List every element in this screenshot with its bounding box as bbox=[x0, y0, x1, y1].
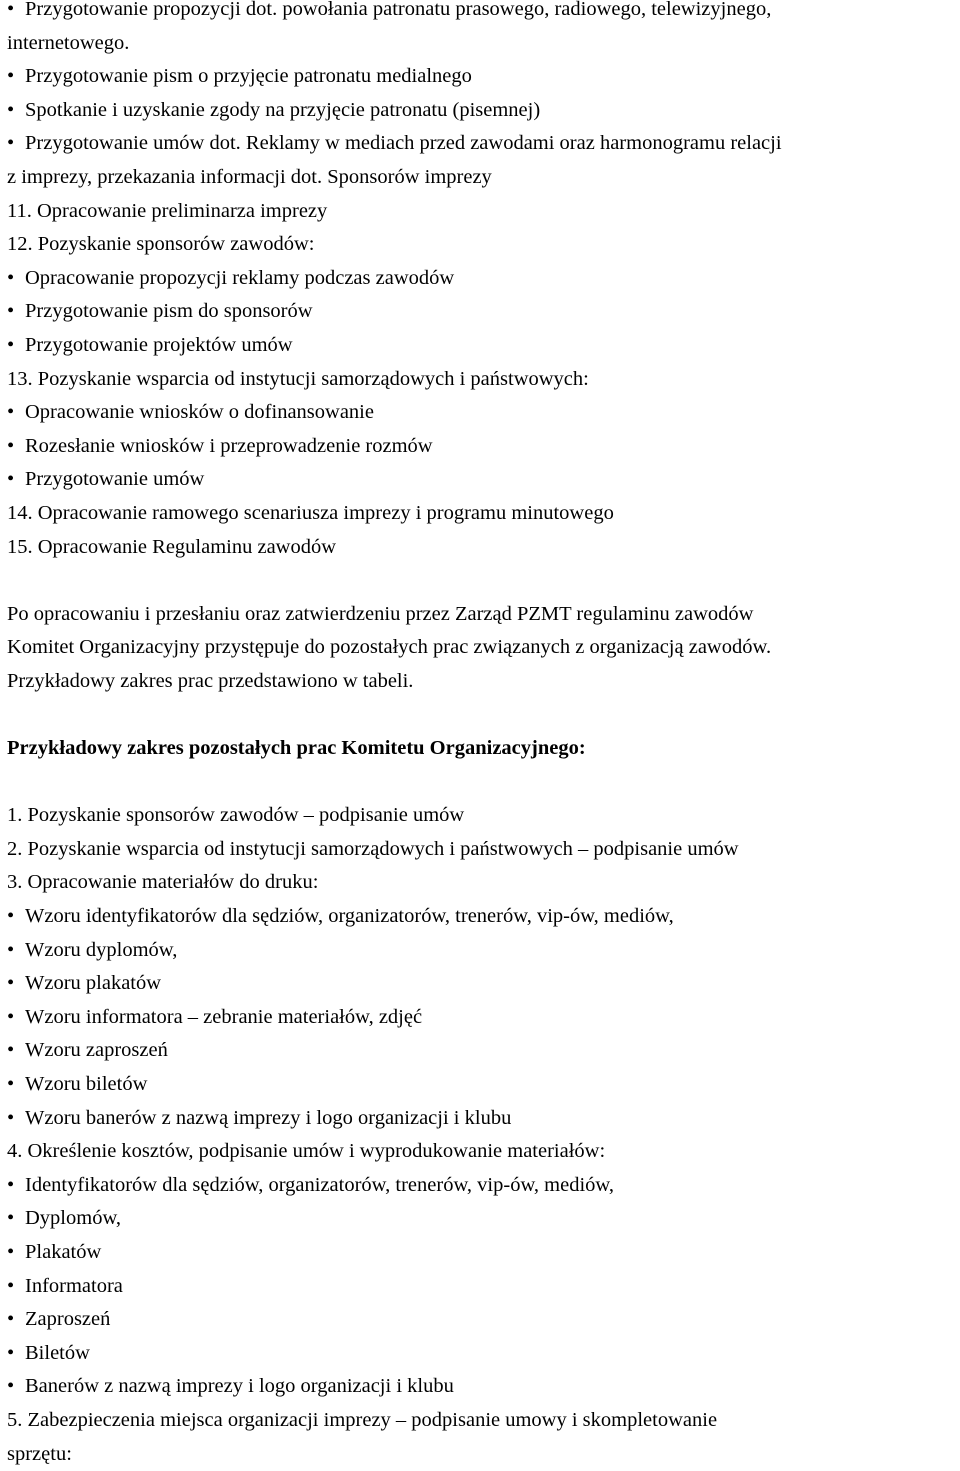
line-text: Przygotowanie pism do sponsorów bbox=[25, 300, 313, 323]
bullet-icon: • bbox=[7, 938, 15, 961]
line-text: Wzoru dyplomów, bbox=[25, 938, 178, 961]
bullet-icon: • bbox=[7, 1240, 15, 1263]
bullet-item bbox=[7, 127, 960, 161]
bullet-item bbox=[7, 0, 960, 27]
line-text: Plakatów bbox=[25, 1240, 102, 1263]
line-text: Wzoru plakatów bbox=[25, 972, 162, 995]
paragraph-line: Komitet Organizacyjny przystępuje do pozostałych prac związanych z organizacją zawodów. bbox=[7, 636, 772, 659]
text-line bbox=[7, 531, 960, 565]
line-text: 2. Pozyskanie wsparcia od instytucji samorządowych i państwowych – podpisanie umów bbox=[7, 837, 739, 860]
line-text: Zaproszeń bbox=[25, 1308, 111, 1331]
bullet-icon: • bbox=[7, 1341, 15, 1364]
bullet-icon: • bbox=[7, 1173, 15, 1196]
bullet-icon: • bbox=[7, 1039, 15, 1062]
line-text: Wzoru zaproszeń bbox=[25, 1039, 168, 1062]
line-text: 5. Zabezpieczenia miejsca organizacji imprezy – podpisanie umowy i skompletowanie bbox=[7, 1408, 718, 1431]
bullet-icon: • bbox=[7, 333, 15, 356]
bullet-item bbox=[7, 396, 960, 430]
line-text: Wzoru banerów z nazwą imprezy i logo organizacji i klubu bbox=[25, 1106, 512, 1129]
text-line bbox=[7, 228, 960, 262]
bullet-icon: • bbox=[7, 65, 15, 88]
line-text: Przygotowanie propozycji dot. powołania patronatu prasowego, radiowego, telewizyjnego, bbox=[25, 0, 772, 20]
bullet-icon: • bbox=[7, 1073, 15, 1095]
line-text: Informatora bbox=[25, 1274, 123, 1297]
line-text: sprzętu: bbox=[7, 1442, 72, 1465]
line-text: 11. Opracowanie preliminarza imprezy bbox=[7, 199, 328, 222]
text-line bbox=[7, 799, 960, 833]
bullet-icon: • bbox=[7, 1308, 15, 1331]
bullet-item bbox=[7, 1102, 960, 1136]
text-line bbox=[7, 161, 960, 195]
line-text: 13. Pozyskanie wsparcia od instytucji samorządowych i państwowych: bbox=[7, 367, 589, 390]
line-text: 14. Opracowanie ramowego scenariusza imprezy i programu minutowego bbox=[7, 501, 614, 524]
bullet-item bbox=[7, 1001, 960, 1035]
paragraph-line: Przykładowy zakres prac przedstawiono w tabeli. bbox=[7, 669, 414, 692]
line-text: 1. Pozyskanie sponsorów zawodów – podpisanie umów bbox=[7, 804, 465, 827]
line-text: Przygotowanie umów dot. Reklamy w mediach przed zawodami oraz harmonogramu relacji bbox=[25, 132, 782, 155]
text-line bbox=[7, 363, 960, 397]
line-text: Przygotowanie umów bbox=[25, 468, 205, 491]
bullet-item bbox=[7, 967, 960, 1001]
bullet-icon: • bbox=[7, 1106, 15, 1129]
bullet-icon: • bbox=[7, 434, 15, 457]
bullet-icon: • bbox=[7, 1005, 15, 1028]
bullet-icon: • bbox=[7, 0, 15, 20]
line-text: 3. Opracowanie materiałów do druku: bbox=[7, 871, 319, 894]
bullet-item bbox=[7, 1337, 960, 1371]
bullet-icon: • bbox=[7, 266, 15, 289]
bullet-item bbox=[7, 430, 960, 464]
bullet-icon: • bbox=[7, 1274, 15, 1297]
bullet-icon: • bbox=[7, 300, 15, 323]
section-b bbox=[7, 799, 960, 1471]
line-text: internetowego. bbox=[7, 31, 130, 54]
bullet-icon: • bbox=[7, 905, 15, 928]
bullet-item bbox=[7, 1303, 960, 1337]
text-line bbox=[7, 1135, 960, 1169]
line-text: Opracowanie wniosków o dofinansowanie bbox=[25, 401, 374, 424]
paragraph-line: Po opracowaniu i przesłaniu oraz zatwierdzeniu przez Zarząd PZMT regulaminu zawodów bbox=[7, 602, 754, 625]
line-text: 12. Pozyskanie sponsorów zawodów: bbox=[7, 233, 315, 256]
line-text: Spotkanie i uzyskanie zgody na przyjęcie patronatu (pisemnej) bbox=[25, 98, 541, 121]
bullet-item bbox=[7, 94, 960, 128]
text-line bbox=[7, 833, 960, 867]
spacer bbox=[7, 698, 960, 732]
section-a bbox=[7, 0, 960, 564]
bullet-icon: • bbox=[7, 401, 15, 424]
bullet-icon: • bbox=[7, 98, 15, 121]
line-text: Wzoru biletów bbox=[25, 1073, 148, 1095]
line-text: 15. Opracowanie Regulaminu zawodów bbox=[7, 535, 337, 558]
bullet-item bbox=[7, 262, 960, 296]
line-text: Biletów bbox=[25, 1341, 90, 1364]
line-text: Dyplomów, bbox=[25, 1207, 122, 1230]
bullet-icon: • bbox=[7, 132, 15, 155]
text-line bbox=[7, 497, 960, 531]
bullet-item bbox=[7, 1236, 960, 1270]
paragraph bbox=[7, 598, 960, 699]
section-heading: Przykładowy zakres pozostałych prac Komitetu Organizacyjnego: bbox=[7, 737, 586, 760]
line-text: Banerów z nazwą imprezy i logo organizacji i klubu bbox=[25, 1375, 454, 1398]
bullet-item bbox=[7, 295, 960, 329]
spacer bbox=[7, 564, 960, 598]
bullet-item bbox=[7, 934, 960, 968]
line-text: Wzoru informatora – zebranie materiałów, zdjęć bbox=[25, 1005, 423, 1028]
bullet-icon: • bbox=[7, 1375, 15, 1398]
bullet-item bbox=[7, 463, 960, 497]
bullet-item bbox=[7, 1169, 960, 1203]
bullet-icon: • bbox=[7, 1207, 15, 1230]
line-text: Opracowanie propozycji reklamy podczas zawodów bbox=[25, 266, 455, 289]
bullet-item bbox=[7, 1068, 960, 1102]
line-text: 4. Określenie kosztów, podpisanie umów i wyprodukowanie materiałów: bbox=[7, 1140, 606, 1163]
bullet-item bbox=[7, 1202, 960, 1236]
line-text: Wzoru identyfikatorów dla sędziów, organizatorów, trenerów, vip-ów, mediów, bbox=[25, 905, 674, 928]
line-text: Identyfikatorów dla sędziów, organizatorów, trenerów, vip-ów, mediów, bbox=[25, 1173, 615, 1196]
text-line bbox=[7, 866, 960, 900]
bullet-item bbox=[7, 900, 960, 934]
text-line bbox=[7, 27, 960, 61]
line-text: Przygotowanie pism o przyjęcie patronatu medialnego bbox=[25, 65, 472, 88]
bullet-item bbox=[7, 1270, 960, 1304]
bullet-icon: • bbox=[7, 468, 15, 491]
line-text: z imprezy, przekazania informacji dot. Sponsorów imprezy bbox=[7, 165, 492, 188]
bullet-item bbox=[7, 1034, 960, 1068]
line-text: Przygotowanie projektów umów bbox=[25, 333, 293, 356]
bullet-icon: • bbox=[7, 972, 15, 995]
spacer bbox=[7, 766, 960, 800]
bullet-item bbox=[7, 60, 960, 94]
text-line bbox=[7, 1404, 960, 1438]
bullet-item bbox=[7, 329, 960, 363]
text-line bbox=[7, 195, 960, 229]
bullet-item bbox=[7, 1370, 960, 1404]
line-text: Rozesłanie wniosków i przeprowadzenie rozmów bbox=[25, 434, 433, 457]
